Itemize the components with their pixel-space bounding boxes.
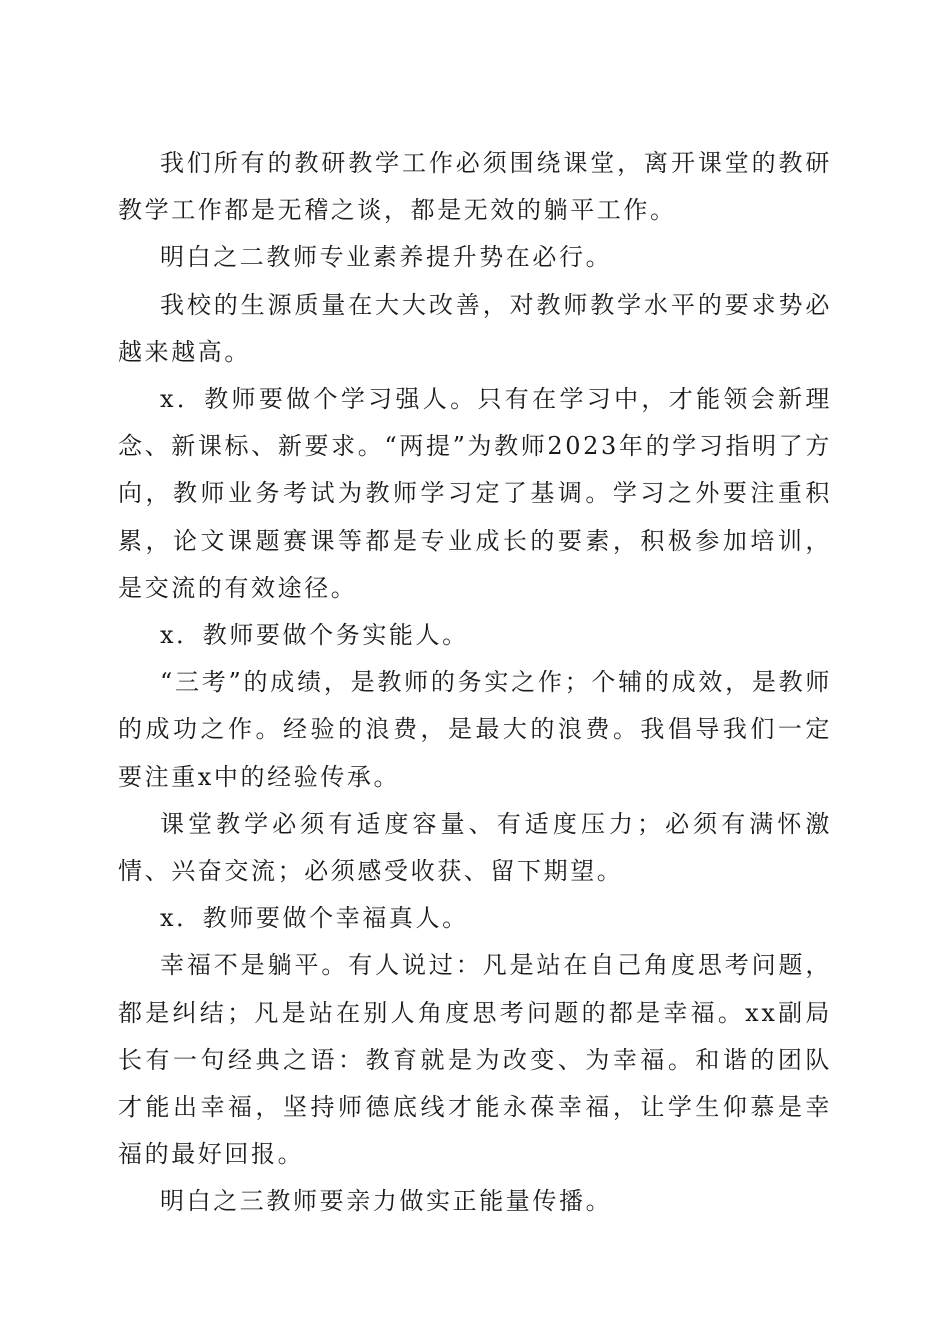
paragraph-5: x．教师要做个务实能人。 — [160, 621, 469, 650]
paragraph-3: 我校的生源质量在大大改善，对教师教学水平的要求势必越来越高。 — [118, 290, 832, 366]
paragraph-6: “三考”的成绩，是教师的务实之作；个辅的成效，是教师的成功之作。经验的浪费，是最大的浪费。我倡导我们一定要注重x中的经验传承。 — [118, 668, 832, 791]
paragraph-10: 明白之三教师要亲力做实正能量传播。 — [160, 1187, 613, 1216]
paragraph-1: 我们所有的教研教学工作必须围绕课堂，离开课堂的教研教学工作都是无稽之谈，都是无效的躺平工作。 — [118, 149, 832, 225]
paragraph-7: 课堂教学必须有适度容量、有适度压力；必须有满怀激情、兴奋交流；必须感受收获、留下期望。 — [118, 809, 832, 886]
paragraph-8: x．教师要做个幸福真人。 — [160, 904, 469, 933]
document-body — [118, 140, 832, 1226]
paragraph-2: 明白之二教师专业素养提升势在必行。 — [160, 243, 613, 272]
paragraph-9: 幸福不是躺平。有人说过：凡是站在自己角度思考问题，都是纠结；凡是站在别人角度思考问题的都是幸福。xx副局长有一句经典之语：教育就是为改变、为幸福。和谐的团队才能出幸福，坚持师德底线才能永葆幸福，让学生仰慕是幸福的最好回报。 — [118, 951, 832, 1169]
paragraph-4: x．教师要做个学习强人。只有在学习中，才能领会新理念、新课标、新要求。“两提”为教师2023年的学习指明了方向，教师业务考试为教师学习定了基调。学习之外要注重积累，论文课题赛课等都是专业成长的要素，积极参加培训，是交流的有效途径。 — [118, 385, 832, 602]
